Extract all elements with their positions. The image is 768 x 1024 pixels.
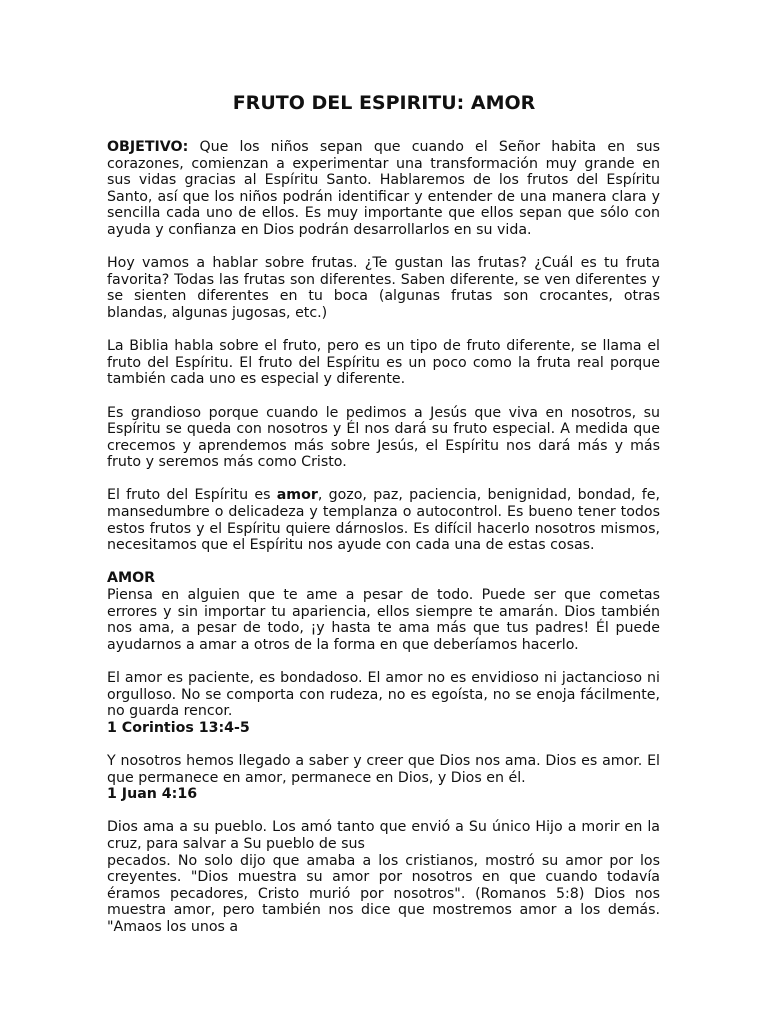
fruto-text-pre: El fruto del Espíritu es (107, 487, 277, 504)
fruto-text-post: , gozo, paz, paciencia, benignidad, bondad, fe, mansedumbre o delicadeza y templanza o autocontrol. Es bueno tener todos estos frutos y el Espíritu quiere dárnoslos. Es difícil hacerlo nosotros mismos, necesitamos que el Espíritu nos ayude con cada una de estas cosas. (107, 487, 660, 554)
paragraph-amor: Piensa en alguien que te ame a pesar de todo. Puede ser que cometas errores y sin importar tu apariencia, ellos siempre te amarán. Dios también nos ama, a pesar de todo, ¡y hasta te ama más que tus padres! Él puede ayudarnos a amar a otros de la forma en que deberíamos hacerlo. (107, 587, 660, 653)
objective-label: OBJETIVO: (107, 139, 189, 155)
paragraph-dios-ama (107, 819, 660, 935)
document-body (107, 139, 660, 952)
document-title: FRUTO DEL ESPIRITU: AMOR (232, 92, 536, 114)
section-heading-amor: AMOR (107, 570, 156, 587)
paragraph-frutas: Hoy vamos a hablar sobre frutas. ¿Te gustan las frutas? ¿Cuál es tu fruta favorita? Todas las frutas son diferentes. Saben diferente, se ven diferentes y se sienten diferentes en tu boca (algunas frutas son crocantes, otras blandas, algunas jugosas, etc.) (107, 255, 660, 321)
verse-juan-reference: 1 Juan 4:16 (107, 786, 198, 803)
fruto-amor-bold: amor (276, 487, 318, 504)
verse-corintios-text: El amor es paciente, es bondadoso. El amor no es envidioso ni jactancioso ni orgulloso. No se comporta con rudeza, no es egoísta, no se enoja fácilmente, no guarda rencor. (107, 670, 660, 720)
paragraph-biblia: La Biblia habla sobre el fruto, pero es un tipo de fruto diferente, se llama el fruto del Espíritu. El fruto del Espíritu es un poco como la fruta real porque también cada uno es especial y diferente. (107, 338, 660, 388)
paragraph-fruto-espiritu (107, 487, 660, 553)
verse-corintios-reference: 1 Corintios 13:4-5 (107, 719, 250, 736)
paragraph-grandioso: Es grandioso porque cuando le pedimos a Jesús que viva en nosotros, su Espíritu se queda con nosotros y Él nos dará su fruto especial. A medida que crecemos y aprendemos más sobre Jesús, el Espíritu nos dará más y más fruto y seremos más como Cristo. (107, 404, 660, 471)
paragraph-dios-ama-line2: pecados. No solo dijo que amaba a los cristianos, mostró su amor por los creyentes. "Dios muestra su amor por nosotros en que cuando todavía éramos pecadores, Cristo murió por nosotros". (Romanos 5:8) Dios nos muestra amor, pero también nos dice que mostremos amor a los demás. "Amaos los unos a (107, 852, 660, 935)
verse-juan-text: Y nosotros hemos llegado a saber y creer que Dios nos ama. Dios es amor. El que permanece en amor, permanece en Dios, y Dios en él. (107, 752, 660, 786)
paragraph-dios-ama-line1: Dios ama a su pueblo. Los amó tanto que envió a Su único Hijo a morir en la cruz, para salvar a Su pueblo de sus (107, 819, 660, 852)
objective-text: Que los niños sepan que cuando el Señor habita en sus corazones, comienzan a experimentar una transformación muy grande en sus vidas gracias al Espíritu Santo. Hablaremos de los frutos del Espíritu Santo, así que los niños podrán identificar y entender de una manera clara y sencilla cada uno de ellos. Es muy importante que ellos sepan que sólo con ayuda y confianza en Dios podrán desarrollarlos en su vida. (107, 139, 660, 238)
objective-paragraph (107, 139, 660, 239)
